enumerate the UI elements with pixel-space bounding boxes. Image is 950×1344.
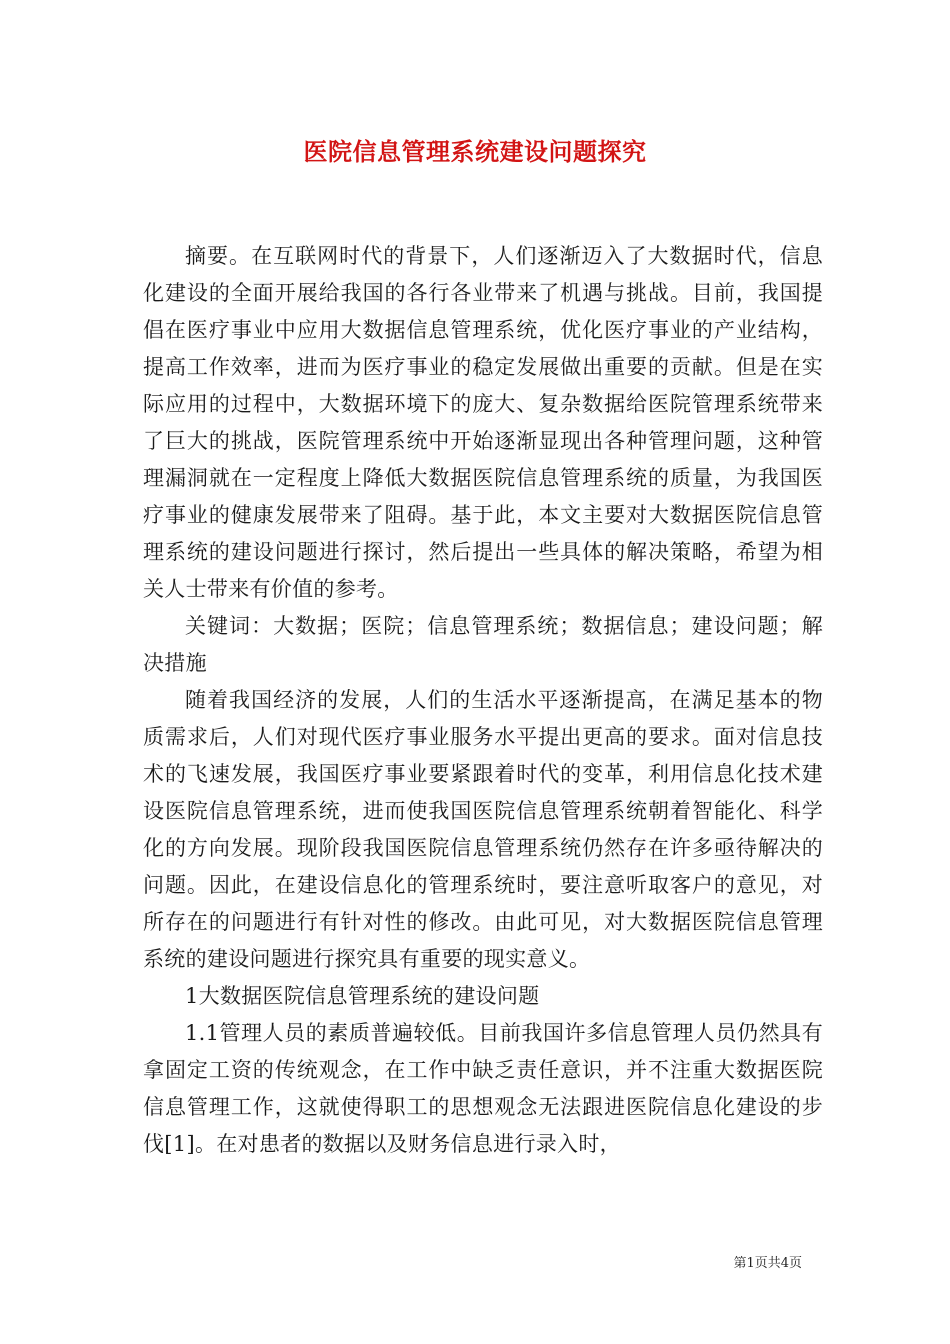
section-heading-1: 1大数据医院信息管理系统的建设问题 xyxy=(185,984,540,1008)
document-title: 医院信息管理系统建设问题探究 xyxy=(303,137,647,166)
section-1-1-paragraph: 1.1管理人员的素质普遍较低。目前我国许多信息管理人员仍然具有拿固定工资的传统观念，在工作中缺乏责任意识，并不注重大数据医院信息管理工作，这就使得职工的思想观念无法跟进医院信息化建设的步伐[1]。在对患者的数据以及财务信息进行录入时， xyxy=(143,1021,823,1156)
page-number-footer: 第1页共4页 xyxy=(733,1256,802,1271)
intro-paragraph: 随着我国经济的发展，人们的生活水平逐渐提高，在满足基本的物质需求后，人们对现代医疗事业服务水平提出更高的要求。面对信息技术的飞速发展，我国医疗事业要紧跟着时代的变革，利用信息化技术建设医院信息管理系统，进而使我国医院信息管理系统朝着智能化、科学化的方向发展。现阶段我国医院信息管理系统仍然存在许多亟待解决的问题。因此，在建设信息化的管理系统时，要注意听取客户的意见，对所存在的问题进行有针对性的修改。由此可见，对大数据医院信息管理系统的建设问题进行探究具有重要的现实意义。 xyxy=(143,688,823,971)
abstract-paragraph: 摘要。在互联网时代的背景下，人们逐渐迈入了大数据时代，信息化建设的全面开展给我国的各行各业带来了机遇与挑战。目前，我国提倡在医疗事业中应用大数据信息管理系统，优化医疗事业的产业结构，提高工作效率，进而为医疗事业的稳定发展做出重要的贡献。但是在实际应用的过程中，大数据环境下的庞大、复杂数据给医院管理系统带来了巨大的挑战，医院管理系统中开始逐渐显现出各种管理问题，这种管理漏洞就在一定程度上降低大数据医院信息管理系统的质量，为我国医疗事业的健康发展带来了阻碍。基于此，本文主要对大数据医院信息管理系统的建设问题进行探讨，然后提出一些具体的解决策略，希望为相关人士带来有价值的参考。 xyxy=(143,244,823,601)
document-body xyxy=(143,238,823,1163)
keywords-paragraph: 关键词：大数据；医院；信息管理系统；数据信息；建设问题；解决措施 xyxy=(143,614,823,675)
